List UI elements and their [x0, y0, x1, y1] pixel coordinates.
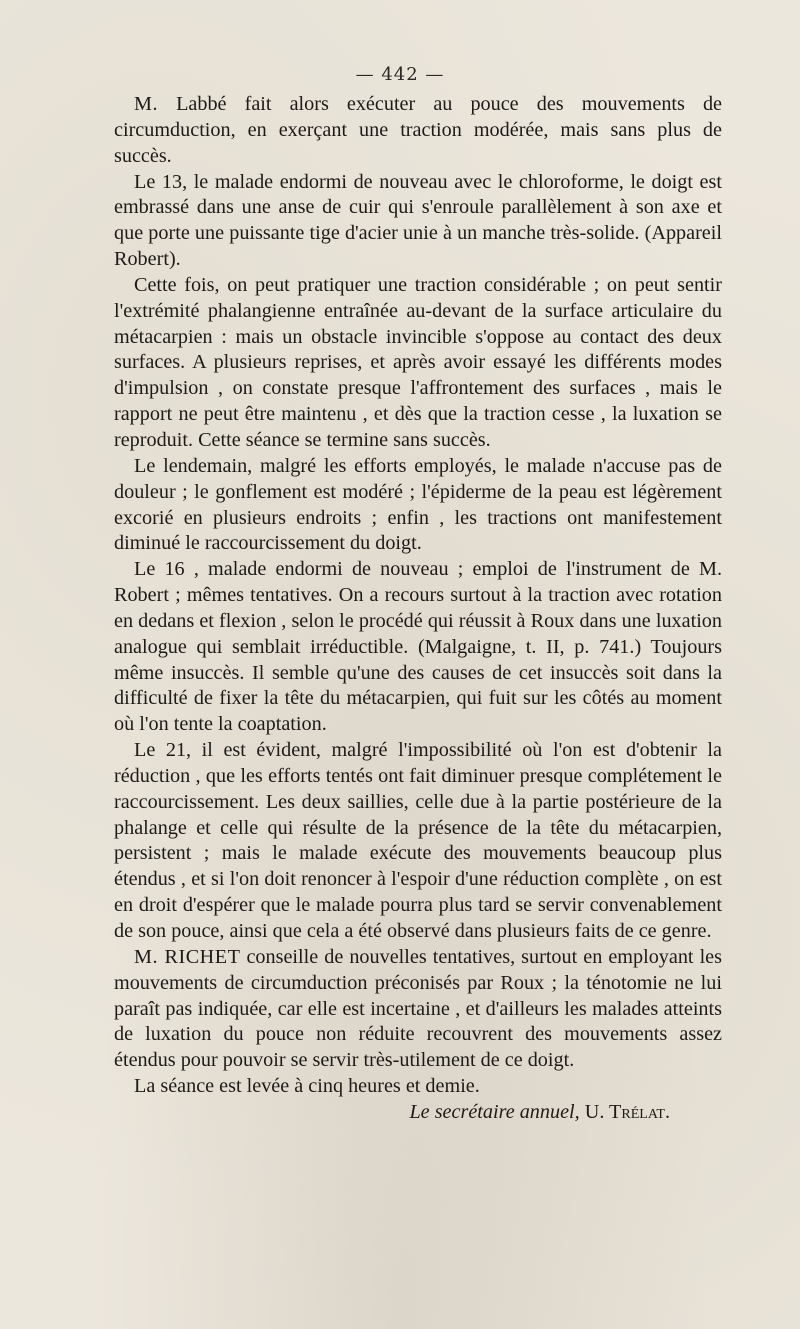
body-text [114, 92, 722, 1126]
paragraph [114, 945, 722, 1074]
paragraph [114, 557, 722, 738]
paragraph-speaker: M. [134, 93, 158, 115]
paragraph-text: Cette fois, on peut pratiquer une traction considérable ; on peut sentir l'extrémité phalangienne entraînée au-devant de la surface articulaire du métacarpien : mais un obstacle invincible s'oppose au contact des deux surfaces. A plusieurs reprises, et après avoir essayé les différents modes d'impulsion , on constate presque l'affrontement des surfaces , mais le rapport ne peut être maintenu , et dès que la traction cesse , la luxation se reproduit. Cette séance se termine sans succès. [114, 273, 722, 451]
paragraph-text: La séance est levée à cinq heures et demie. [134, 1075, 480, 1098]
paragraph-text: Le 16 , malade endormi de nouveau ; emploi de l'instrument de M. Robert ; mêmes tentatives. On a recours surtout à la traction avec rotation en dedans et flexion , selon le procédé qui réussit à Roux dans une luxation analogue qui semblait irréductible. (Malgaigne, t. II, p. 741.) Toujours même insuccès. Il semble qu'une des causes de cet insuccès soit dans la difficulté de fixer la tête du métacarpien, qui fuit sur les côtés au moment où l'on tente la coaptation. [114, 558, 722, 736]
paragraph-text: conseille de nouvelles tentatives, surtout en employant les mouvements de circumduction préconisés par Roux ; la ténotomie ne lui paraît pas indiquée, car elle est incertaine , et d'ailleurs les malades atteints de luxation du pouce non réduite recouvrent des mouvements assez étendus pour pouvoir se servir très-utilement de ce doigt. [114, 945, 722, 1072]
paragraph [114, 92, 722, 170]
paragraph-text: Labbé fait alors exécuter au pouce des mouvements de circumduction, en exerçant une traction modérée, mais sans plus de succès. [114, 93, 723, 167]
paragraph-text: Le 13, le malade endormi de nouveau avec le chloroforme, le doigt est embrassé dans une anse de cuir qui s'enroule parallèlement à son axe et que porte une puissante tige d'acier unie à un manche très-solide. (Appareil Robert). [114, 170, 722, 271]
paragraph [114, 738, 722, 945]
paragraph-text: Le lendemain, malgré les efforts employés, le malade n'accuse pas de douleur ; le gonflement est modéré ; l'épiderme de la peau est légèrement excorié en plusieurs endroits ; enfin , les tractions ont manifestement diminué le raccourcissement du doigt. [114, 454, 722, 555]
paragraph [114, 273, 722, 454]
paragraph [114, 1074, 722, 1100]
paragraph-speaker: M. RICHET [134, 945, 241, 968]
signature-name: U. Trélat. [584, 1100, 670, 1123]
signature [114, 1100, 722, 1126]
paragraph [114, 454, 722, 557]
page-number: — 442 — [355, 64, 445, 85]
paragraph [114, 170, 722, 273]
signature-role: Le secrétaire annuel, [409, 1100, 580, 1123]
paragraph-text: Le 21, il est évident, malgré l'impossibilité où l'on est d'obtenir la réduction , que les efforts tentés ont fait diminuer presque complétement le raccourcissement. Les deux saillies, celle due à la partie postérieure de la phalange et celle qui résulte de la présence de la tête du métacarpien, persistent ; mais le malade exécute des mouvements beaucoup plus étendus , et si l'on doit renoncer à l'espoir d'une réduction complète , on est en droit d'espérer que le malade pourra plus tard se servir convenablement de son pouce, ainsi que cela a été observé dans plusieurs faits de ce genre. [114, 739, 722, 942]
